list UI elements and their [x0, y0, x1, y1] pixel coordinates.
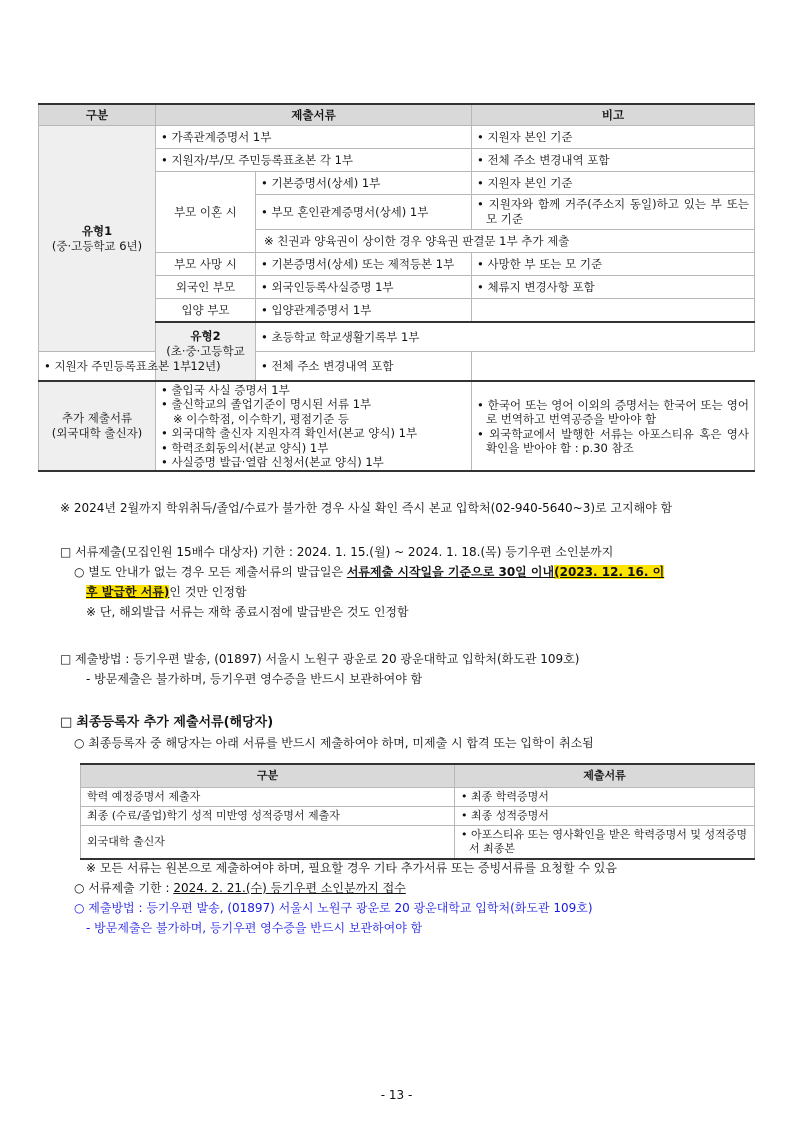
doc-text: • 지원자 주민등록표초본 1부 — [44, 359, 191, 373]
extra-label: 추가 제출서류 — [61, 411, 133, 426]
table-header-row — [81, 764, 755, 788]
method-note: - 방문제출은 불가하며, 등기우편 영수증을 반드시 보관하여야 함 — [86, 672, 423, 686]
table-row — [81, 807, 755, 826]
doc-text: • 가족관계증명서 1부 — [161, 130, 271, 144]
header-category: 구분 — [39, 104, 156, 126]
note-text: • 한국어 또는 영어 이외의 증명서는 한국어 또는 영어로 번역하고 번역공증을 받아야 함 — [486, 398, 749, 427]
table-row — [39, 381, 755, 471]
final-method-note: - 방문제출은 불가하며, 등기우편 영수증을 반드시 보관하여야 함 — [86, 921, 423, 935]
header-documents: 제출서류 — [455, 764, 755, 788]
note-text: • 지원자와 함께 거주(주소지 동일)하고 있는 부 또는 모 기준 — [477, 197, 749, 226]
doc-text: • 기본증명서(상세) 1부 — [261, 176, 380, 190]
doc-text: • 학력조회동의서(본교 양식) 1부 — [161, 441, 466, 455]
final-section — [60, 713, 594, 753]
final-method: ○ 제출방법 : 등기우편 발송, (01897) 서울시 노원구 광운로 20 광운대학교 입학처(화도관 109호) — [74, 901, 593, 915]
death-label: 부모 사망 시 — [156, 253, 256, 276]
category-text: 학력 예정증명서 제출자 — [81, 788, 455, 807]
type2-label: 유형2 — [190, 329, 221, 343]
final-documents-table — [80, 763, 755, 860]
category-text: 최종 (수료/졸업)학기 성적 미반영 성적증명서 제출자 — [81, 807, 455, 826]
header-category: 구분 — [81, 764, 455, 788]
note-text: • 사망한 부 또는 모 기준 — [477, 257, 602, 271]
deadline-section — [60, 542, 760, 622]
page-number: - 13 - — [380, 1088, 413, 1102]
divorce-label: 부모 이혼 시 — [156, 172, 256, 253]
header-notes: 비고 — [472, 104, 755, 126]
deadline-highlight: 후 발급한 서류) — [86, 585, 170, 599]
doc-text: • 사실증명 발급·열람 신청서(본교 양식) 1부 — [161, 455, 466, 469]
notice-degree: ※ 2024년 2월까지 학위취득/졸업/수료가 불가한 경우 사실 확인 즉시 본교 입학처(02-940-5640~3)로 고지해야 함 — [60, 501, 673, 515]
final-deadline-date: 2024. 2. 21.(수) 등기우편 소인분까지 접수 — [173, 881, 406, 895]
deadline-highlight: (2023. 12. 16. 이 — [554, 565, 665, 579]
extra-sub: (외국대학 출신자) — [51, 426, 143, 441]
doc-text: • 입양관계증명서 1부 — [261, 303, 371, 317]
deadline-title: □ 서류제출(모집인원 15배수 대상자) 기한 : 2024. 1. 15.(월) ~ 2024. 1. 18.(목) 등기우편 소인분까지 — [60, 545, 614, 559]
doc-text: • 최종 성적증명서 — [461, 809, 549, 822]
doc-text: • 출입국 사실 증명서 1부 — [161, 383, 466, 397]
type1-label: 유형1 — [81, 223, 113, 238]
final-deadline: ○ 서류제출 기한 : 2024. 2. 21.(수) 등기우편 소인분까지 접수 — [74, 881, 406, 895]
type1-sub: (중·고등학교 6년) — [51, 238, 143, 253]
doc-text: • 최종 학력증명서 — [461, 790, 549, 803]
extra-cell — [39, 381, 156, 471]
note-text: • 외국학교에서 발행한 서류는 아포스티유 혹은 영사확인을 받아야 함 : p.30 참조 — [486, 427, 749, 456]
doc-text: • 지원자/부/모 주민등록표초본 각 1부 — [161, 153, 353, 167]
deadline-note: ※ 단, 해외발급 서류는 재학 종료시점에 발급받은 것도 인정함 — [86, 605, 409, 619]
doc-text: • 외국인등록사실증명 1부 — [261, 280, 394, 294]
doc-text: • 외국대학 출신자 지원자격 확인서(본교 양식) 1부 — [161, 426, 466, 440]
note-text: • 지원자 본인 기준 — [477, 176, 573, 190]
note-text: • 전체 주소 변경내역 포함 — [261, 359, 394, 373]
deadline-text: ○ 별도 안내가 없는 경우 모든 제출서류의 발급일은 — [74, 565, 347, 579]
final-note: ※ 모든 서류는 원본으로 제출하여야 하며, 필요할 경우 기타 추가서류 또는 증빙서류를 요청할 수 있음 — [86, 861, 617, 875]
doc-text: • 아포스티유 또는 영사확인을 받은 학력증명서 및 성적증명서 최종본 — [461, 828, 747, 855]
final-title-text: 최종등록자 추가 제출서류(해당자) — [76, 715, 274, 730]
adoption-label: 입양 부모 — [156, 299, 256, 323]
final-intro: ○ 최종등록자 중 해당자는 아래 서류를 반드시 제출하여야 하며, 미제출 시 합격 또는 입학이 취소됨 — [74, 736, 594, 750]
table-row — [81, 788, 755, 807]
table-row — [39, 126, 755, 149]
method-section — [60, 649, 579, 689]
doc-subnote: ※ 이수학점, 이수학기, 평점기준 등 — [173, 411, 349, 426]
doc-text: • 부모 혼인관계증명서(상세) 1부 — [261, 205, 428, 219]
documents-table — [38, 103, 755, 472]
doc-text: • 기본증명서(상세) 또는 제적등본 1부 — [261, 257, 454, 271]
doc-text: • 초등학교 학교생활기록부 1부 — [261, 330, 419, 344]
table-row — [39, 352, 755, 382]
table-row — [81, 826, 755, 860]
final-footer — [60, 858, 617, 938]
deadline-emphasis: 서류제출 시작일을 기준으로 30일 이내 — [346, 565, 555, 579]
foreign-label: 외국인 부모 — [156, 276, 256, 299]
divorce-extra-note: ※ 친권과 양육권이 상이한 경우 양육권 판결문 1부 추가 제출 — [264, 233, 570, 248]
method-title: □ 제출방법 : 등기우편 발송, (01897) 서울시 노원구 광운로 20 광운대학교 입학처(화도관 109호) — [60, 652, 580, 666]
header-documents: 제출서류 — [156, 104, 472, 126]
deadline-bullet — [60, 562, 756, 602]
note-text: • 체류지 변경사항 포함 — [477, 280, 595, 294]
note-text: • 전체 주소 변경내역 포함 — [477, 153, 610, 167]
table-header-row — [39, 104, 755, 126]
type1-cell — [39, 126, 156, 352]
category-text: 외국대학 출신자 — [81, 826, 455, 860]
type2-sub: (초·중·고등학교 12년) — [166, 344, 245, 373]
final-title: □ 최종등록자 추가 제출서류(해당자) — [60, 715, 274, 730]
deadline-text: 인 것만 인정함 — [169, 585, 247, 599]
note-text: • 지원자 본인 기준 — [477, 130, 573, 144]
doc-text: • 출신학교의 졸업기준이 명시된 서류 1부 — [161, 397, 466, 411]
